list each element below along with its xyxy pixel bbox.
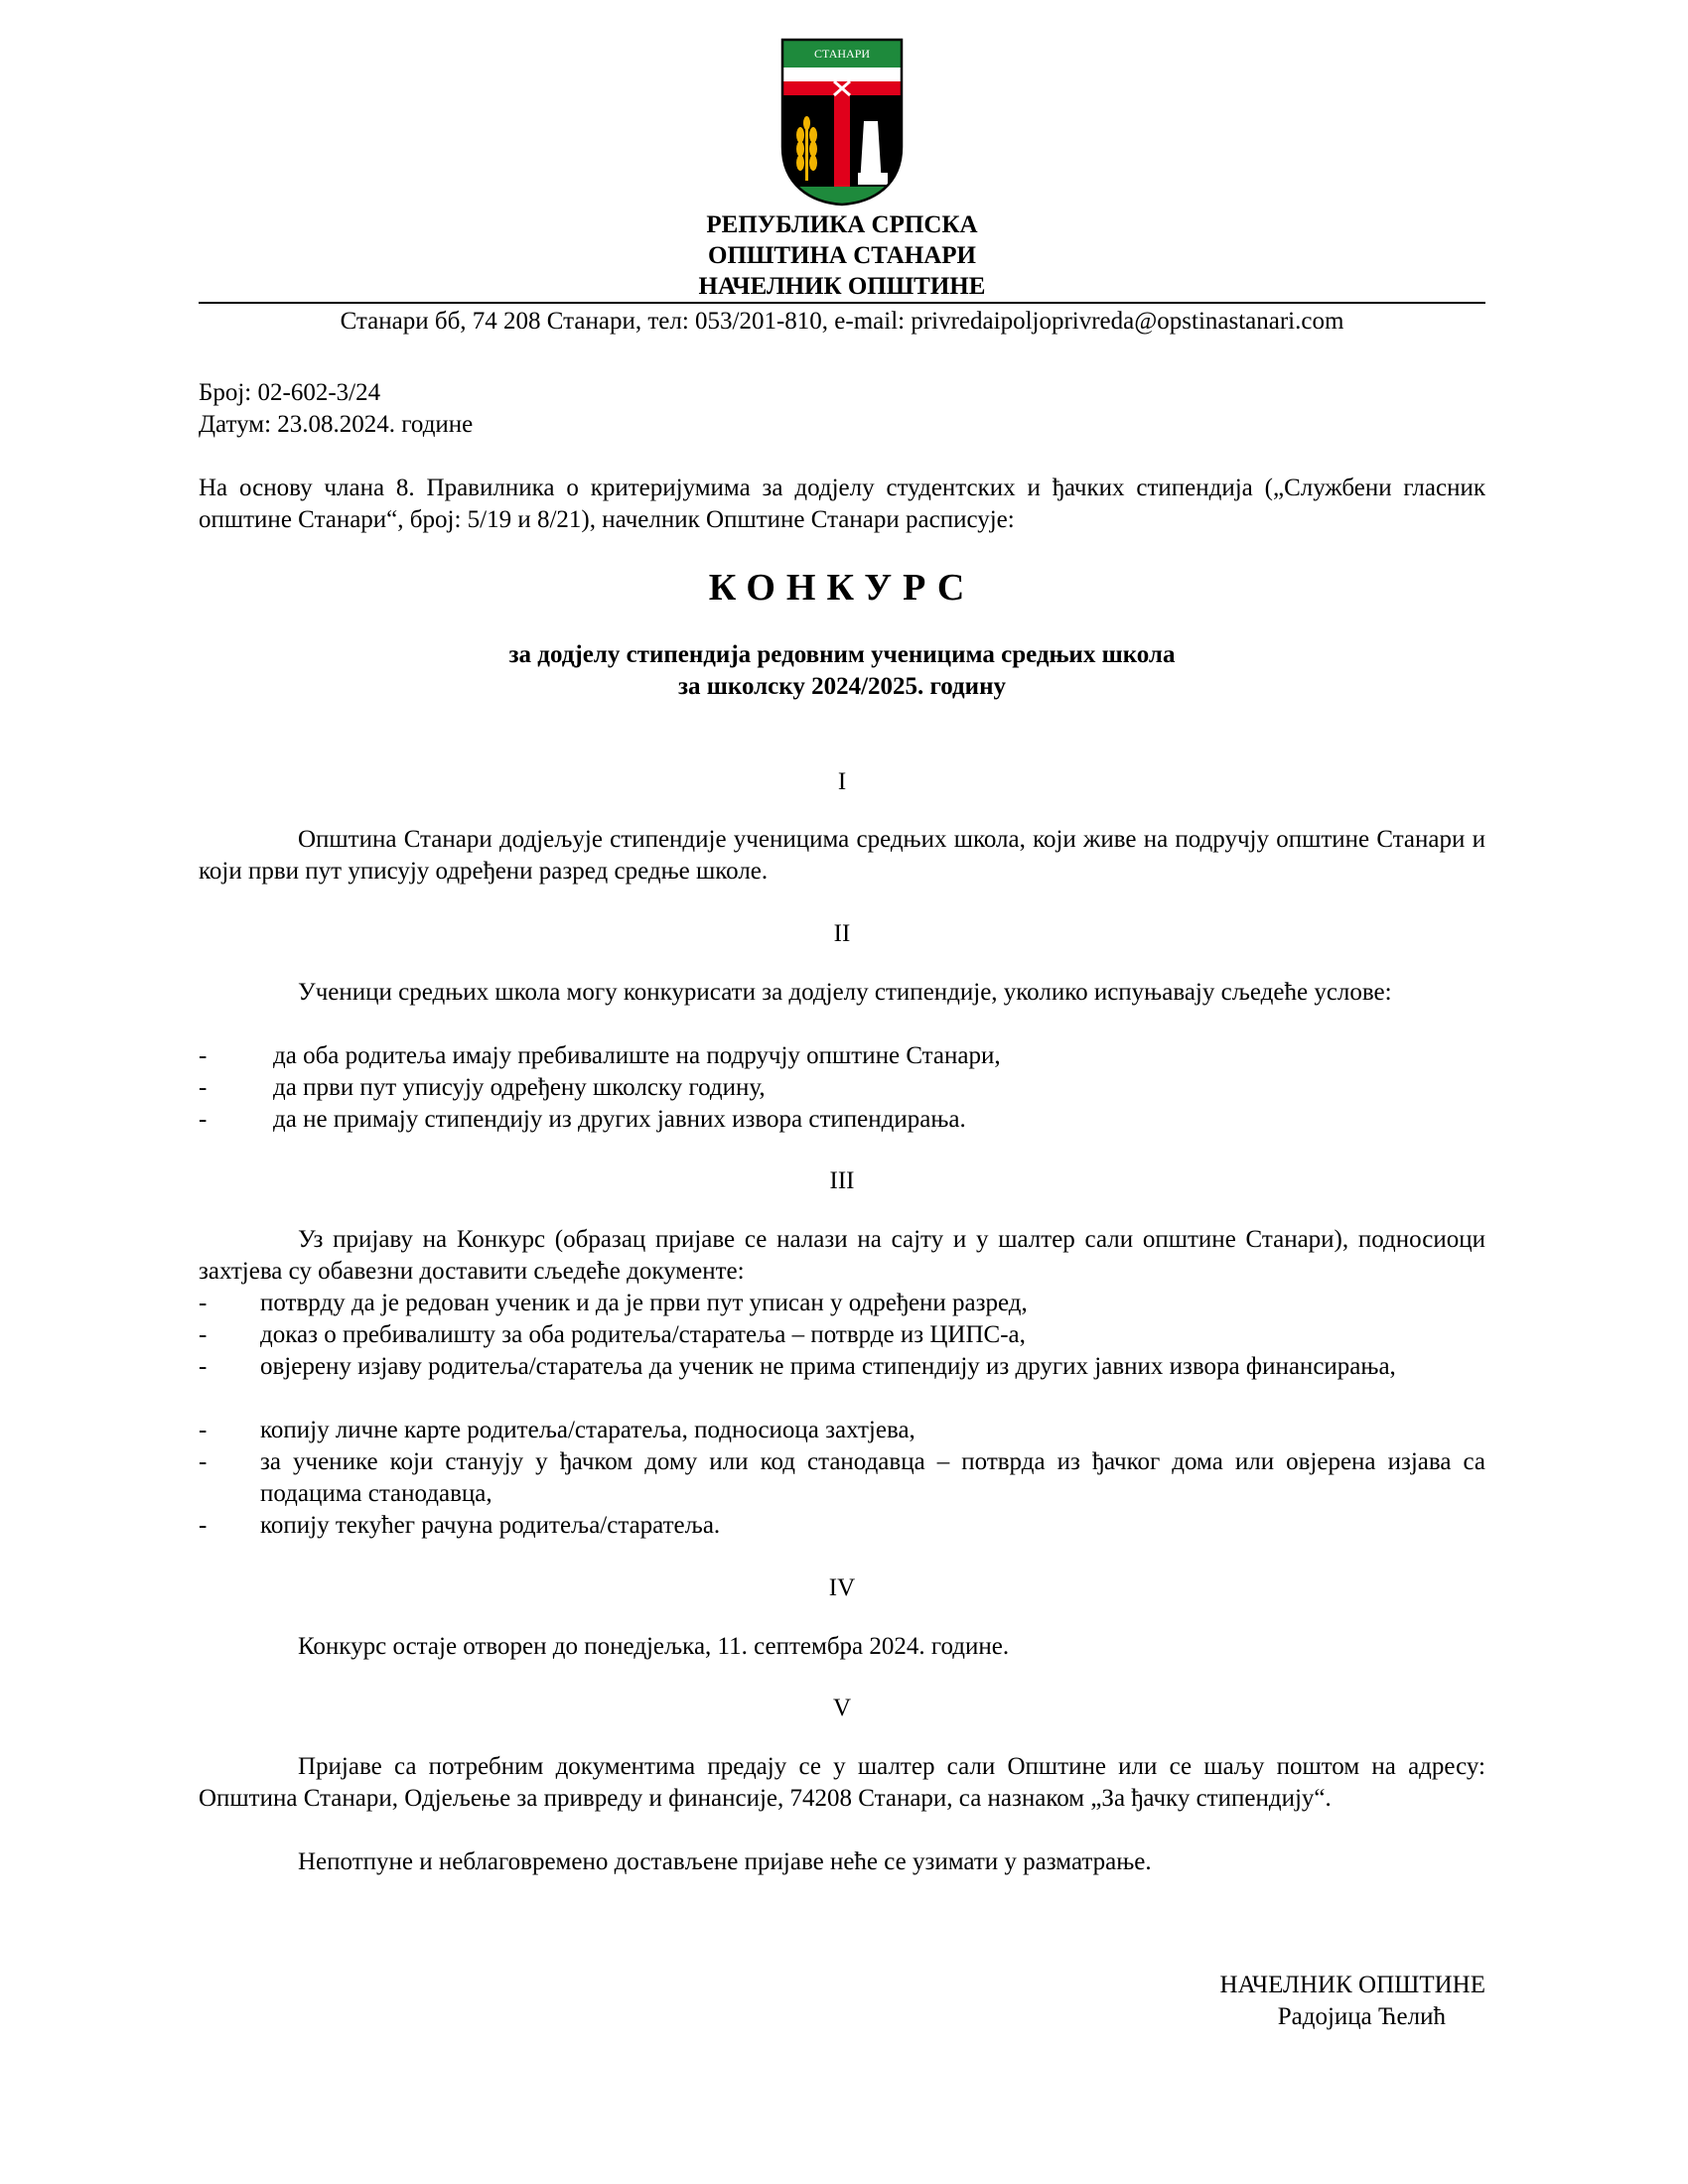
subtitle-line-1: за додјелу стипендија редовним ученицима средњих школа (508, 641, 1176, 668)
header-office: НАЧЕЛНИК ОПШТИНЕ (698, 273, 986, 300)
header-divider (199, 302, 1485, 304)
municipality-crest-logo (778, 38, 906, 206)
section-numeral-3: III (829, 1167, 855, 1194)
intro-paragraph: На основу члана 8. Правилника о критеријумима за додјелу студентских и ђачких стипендија („Службени гласник општине Станари“, број: 5/19 и 8/21), начелник Општине Станари расписује: (199, 475, 1485, 533)
section-numeral-2: II (833, 920, 851, 947)
section-numeral-4: IV (828, 1574, 856, 1601)
document-date: Датум: 23.08.2024. године (199, 411, 474, 438)
header-contact: Станари бб, 74 208 Станари, тел: 053/201-810, e-mail: privredaipoljoprivreda@opstinastanari.com (340, 308, 1344, 335)
header-republic: РЕПУБЛИКА СРПСКА (706, 211, 978, 238)
section-numeral-1: I (837, 768, 847, 795)
header-municipality: ОПШТИНА СТАНАРИ (708, 242, 976, 269)
section-2-text: Ученици средњих школа могу конкурисати за додјелу стипендије, уколико испуњавају сљедеће услове: (298, 979, 1392, 1006)
section-1-text: Општина Станари додјељује стипендије ученицима средњих школа, који живе на подручју општине Станари и који први пут уписују одређени разред средње школе. (199, 826, 1485, 885)
bullet-dash: - (199, 1106, 208, 1133)
bullet-dash: - (199, 1321, 208, 1348)
bullet-dash: - (199, 1448, 208, 1475)
document-title: КОНКУРС (708, 567, 976, 609)
section-4-text: Конкурс остаје отворен до понедјељка, 11. септембра 2024. године. (298, 1633, 1010, 1660)
bullet-dash: - (199, 1290, 208, 1316)
document-number: Број: 02-602-3/24 (199, 379, 381, 406)
bullet-dash: - (199, 1417, 208, 1443)
section-5-text: Пријаве са потребним документима предају се у шалтер сали Општине или се шаљу поштом на адресу: Општина Станари, Одјељење за привреду и финансије, 74208 Станари, са назнаком „За ђачку стипендију“. (199, 1753, 1485, 1812)
crest-caption: СТАНАРИ (813, 47, 871, 61)
bullet-dash: - (199, 1074, 208, 1101)
signature-name: Радојица Ћелић (1277, 2003, 1446, 2030)
section-5-note: Непотпуне и неблаговремено достављене пријаве неће се узимати у разматрање. (298, 1848, 1152, 1875)
bullet-dash: - (199, 1042, 208, 1069)
bullet-dash: - (199, 1353, 208, 1380)
document-page: СТАНАРИ РЕПУБЛИКА СРПСКА ОПШТИНА СТАНАРИ НАЧЕЛНИК ОПШТИНЕ Станари бб, 74 208 Станари, тел: 053/201-810, e-mail: privredaipoljoprivreda@opstinastanari.com Број: 02-602-3/24 Датум: 23.08.2024. године На основу члана 8. Правилника о критеријумима за додјелу студентских и ђачких стипендија („Службени гласник општине Станари“, број: 5/19 и 8/21), начелник Општине Станари расписује: КОНКУРС за додјелу стипендија редовним ученицима средњих школа за школску 2024/2025. годину I Општина Станари додјељује стипендије ученицима средњих школа, који живе на подручју општине Станари и који први пут уписују одређени разред средње школе. II Ученици средњих школа могу конкурисати за додјелу стипендије, уколико испуњавају сљедеће услове: - да оба родитеља имају пребивалиште на подручју општине Станари, - да први пут уписују одређену школску годину, - да не примају стипендију из других јавних извора стипендирања. III Уз пријаву на Конкурс (образац пријаве се налази на сајту и у шалтер сали општине Станари), подносиоци захтјева су обавезни доставити сљедеће документе: - потврду да је редован ученик и да је први пут уписан у одређени разред, - доказ о пребивалишту за оба родитеља/старатеља – потврде из ЦИПС-а, - овјерену изјаву родитеља/старатеља да ученик не прима стипендију из других јавних извора финансирања, - копију личне карте родитеља/старатеља, подносиоца захтјева, - за ученике који станују у ђачком дому или код станодавца – потврда из ђачког дома или овјерена изјава са подацима станодавца, - копију текућег рачуна родитеља/старатеља. IV Конкурс остаје отворен до понедјељка, 11. септембра 2024. године. V Пријаве са потребним документима предају се у шалтер сали Општине или се шаљу поштом на адресу: Општина Станари, Одјељење за привреду и финансије, 74208 Станари, са назнаком „За ђачку стипендију“. Непотпуне и неблаговремено достављене пријаве неће се узимати у разматрање. НАЧЕЛНИК ОПШТИНЕ Радојица Ћелић (199, 0, 1485, 2184)
section-3-text: Уз пријаву на Конкурс (образац пријаве се налази на сајту и у шалтер сали општине Станари), подносиоци захтјева су обавезни доставити сљедеће документе: (199, 1226, 1485, 1285)
bullet-dash: - (199, 1512, 208, 1539)
subtitle-line-2: за школску 2024/2025. годину (678, 673, 1006, 700)
section-numeral-5: V (832, 1695, 852, 1721)
signature-role: НАЧЕЛНИК ОПШТИНЕ (1219, 1972, 1485, 1998)
